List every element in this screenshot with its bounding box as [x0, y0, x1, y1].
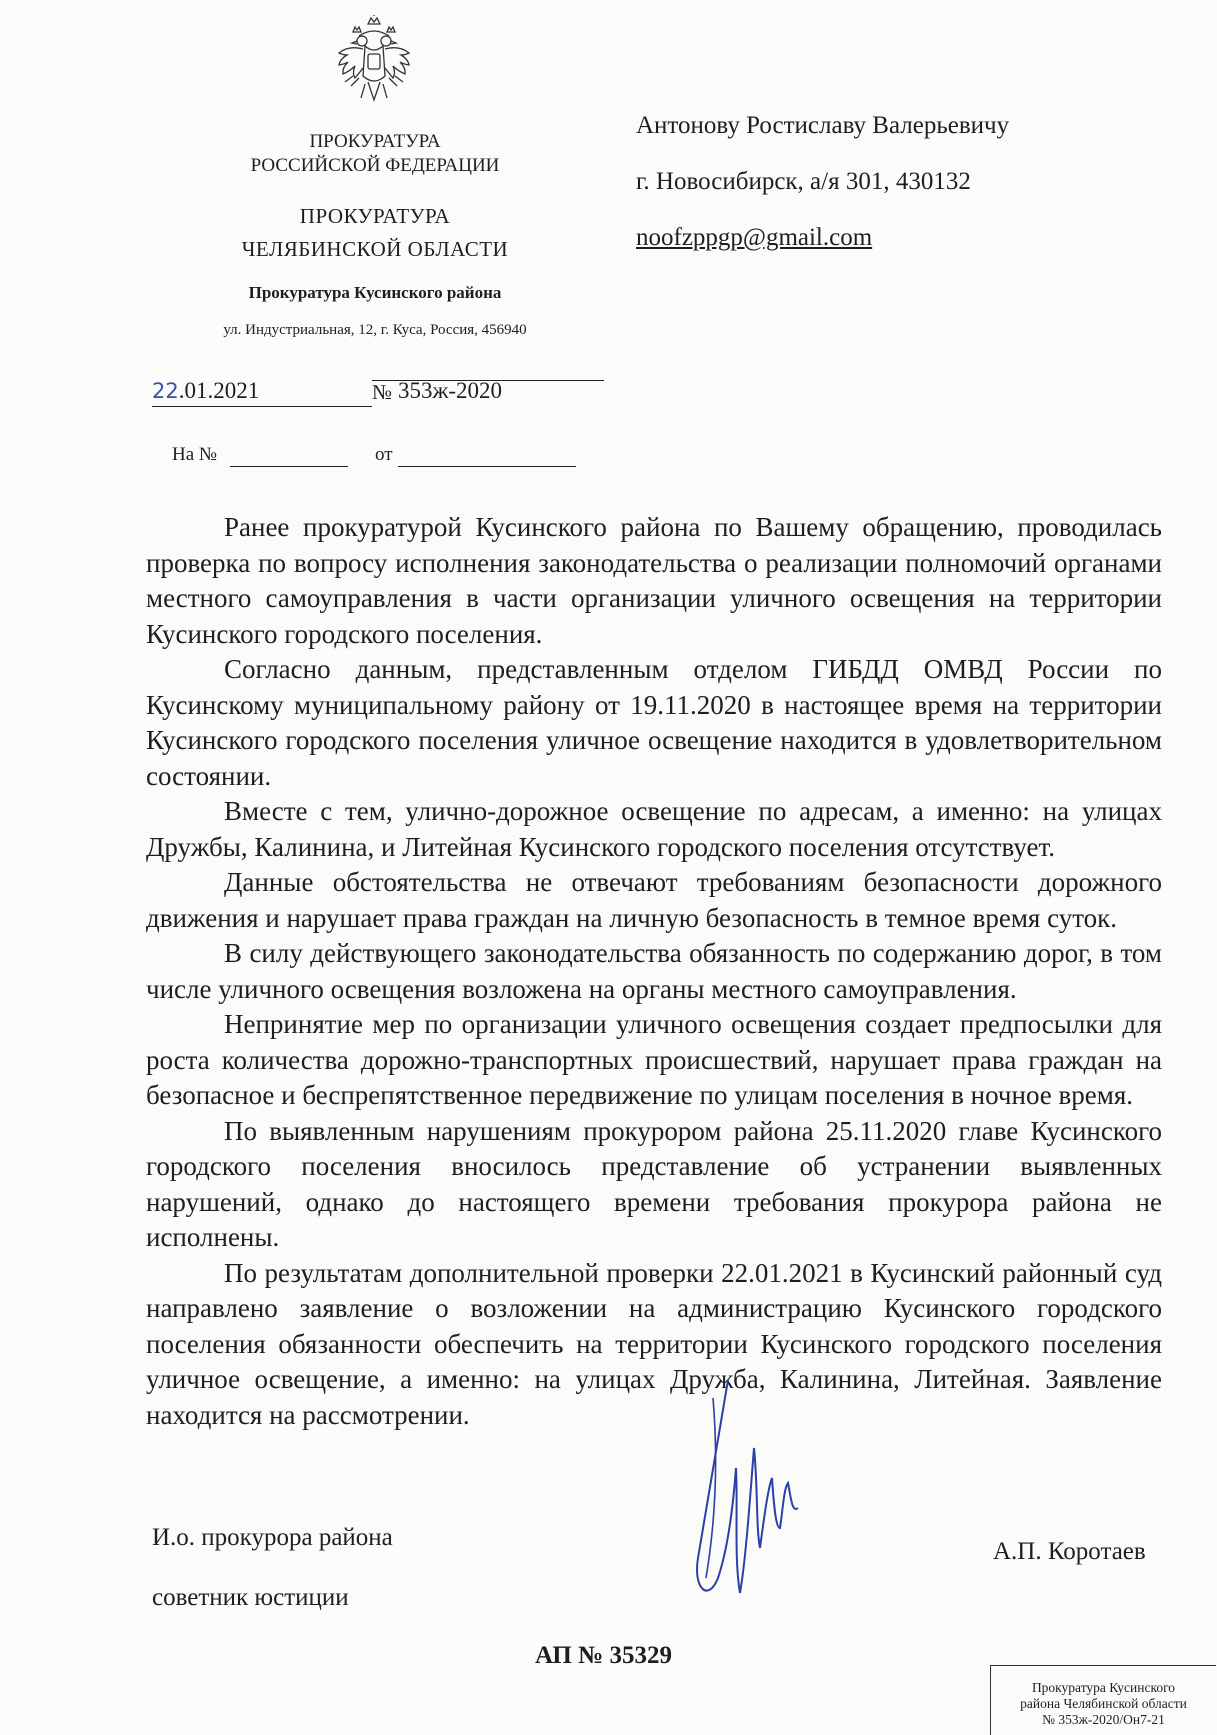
form-serial-number: АП № 35329: [535, 1642, 672, 1669]
paragraph: В силу действующего законодательства обязанность по содержанию дорог, в том числе уличного освещения возложена на органы местного самоуправления.: [146, 938, 1162, 1004]
number-symbol: №: [372, 380, 393, 404]
addressee-email: noofzppgp@gmail.com: [636, 224, 873, 251]
sender-address: ул. Индустриальная, 12, г. Куса, Россия, 456940: [223, 322, 527, 338]
letter-number: 353ж-2020: [372, 378, 604, 381]
reply-date-blank: [398, 466, 576, 467]
signatory-position: И.о. прокурора района советник юстиции: [152, 1524, 393, 1611]
reply-to-label: На №: [172, 444, 218, 465]
addressee-block: [636, 98, 1196, 266]
letter-date: 22.01.2021: [152, 378, 372, 407]
paragraph: По результатам дополнительной проверки 22.01.2021 в Кусинский районный суд направлено заявление о возложении на администрацию Кусинского городского поселения обязанности обеспечить на территории Кусинского городского поселения уличное освещение, а именно: на улицах Дружба, Калинина, Литейная. Заявление находится на рассмотрении.: [146, 1257, 1162, 1430]
district-office: Прокуратура Кусинского района: [248, 283, 502, 302]
signatory-name: А.П. Коротаев: [993, 1538, 1146, 1565]
paragraph: По выявленным нарушениям прокурором района 25.11.2020 главе Кусинского городского поселения вносилось представление об устранении выявленных нарушений, однако до настоящего времени требования прокурора района не исполнены.: [146, 1115, 1162, 1252]
paragraph: Ранее прокуратурой Кусинского района по Вашему обращению, проводилась проверка по вопросу исполнения законодательства о реализации полномочий органами местного самоуправления в части организации уличного освещения на территории Кусинского городского поселения.: [146, 512, 1162, 649]
addressee-name: Антонову Ростиславу Валерьевичу: [636, 112, 1010, 139]
paragraph: Данные обстоятельства не отвечают требованиям безопасности дорожного движения и нарушает права граждан на личную безопасность в темное время суток.: [146, 867, 1162, 933]
paragraph: Вместе с тем, улично-дорожное освещение по адресам, а именно: на улицах Дружбы, Калинина, и Литейная Кусинского городского поселения отсутствует.: [146, 796, 1162, 862]
registration-stamp: Прокуратура Кусинского района Челябинской области № 353ж-2020/Он7-21: [990, 1665, 1216, 1735]
reply-number-blank: [230, 466, 348, 467]
region-org-name: ПРОКУРАТУРА ЧЕЛЯБИНСКОЙ ОБЛАСТИ: [241, 204, 509, 261]
reply-reference-line: [172, 444, 604, 474]
paragraph: Непринятие мер по организации уличного освещения создает предпосылки для роста количества дорожно-транспортных происшествий, нарушает права граждан на безопасное и беспрепятственное передвижение по улицам поселения в ночное время.: [146, 1009, 1162, 1110]
addressee-address: г. Новосибирск, а/я 301, 430132: [636, 168, 971, 195]
paragraph: Согласно данным, представленным отделом ГИБДД ОМВД России по Кусинскому муниципальному району от 19.11.2020 в настоящее время на территории Кусинского городского поселения уличное освещение находится в удовлетворительном состоянии.: [146, 654, 1162, 791]
registration-line: [150, 378, 605, 418]
handwritten-signature: [688, 1378, 808, 1608]
letter-body: [146, 510, 1162, 1433]
russian-coat-of-arms-icon: [335, 14, 413, 114]
from-label: от: [375, 444, 393, 465]
org-name: ПРОКУРАТУРА РОССИЙСКОЙ ФЕДЕРАЦИИ: [250, 131, 500, 176]
